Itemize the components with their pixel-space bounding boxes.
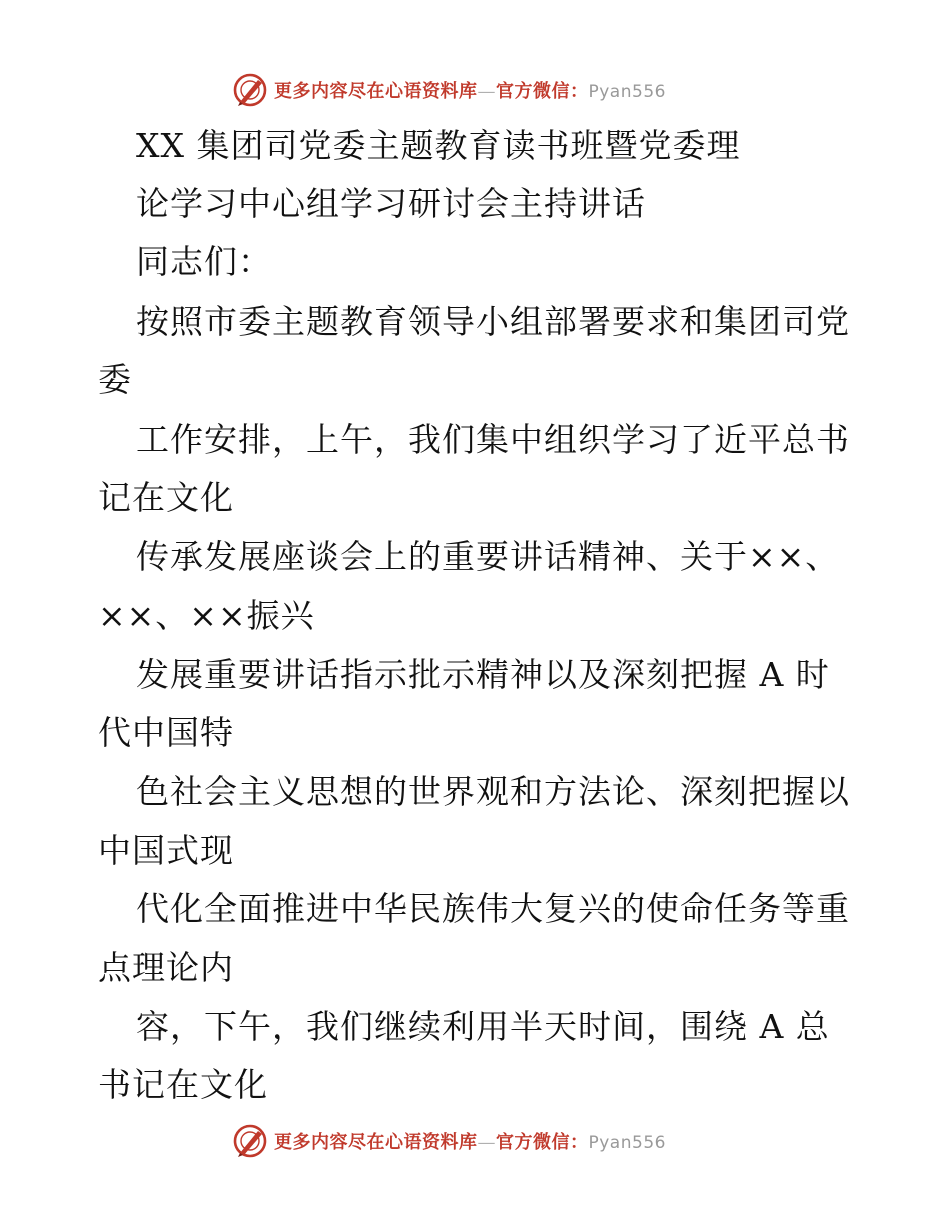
salutation: 同志们：: [136, 242, 272, 281]
body-line: 记在文化: [98, 478, 234, 517]
body-line: 发展重要讲话指示批示精神以及深刻把握 A 时: [136, 655, 830, 694]
body-line: 色社会主义思想的世界观和方法论、深刻把握以: [136, 772, 850, 811]
watermark-wechat-label: 官方微信：: [496, 1132, 589, 1153]
body-line: 中国式现: [98, 831, 234, 870]
watermark-text: [274, 77, 666, 103]
body-line: 委: [98, 360, 132, 399]
body-line: 书记在文化: [98, 1065, 268, 1104]
body-line: 点理论内: [98, 948, 234, 987]
watermark-separator: —: [477, 1132, 496, 1153]
document-title-line-1: XX 集团司党委主题教育读书班暨党委理: [136, 126, 741, 165]
watermark-wechat-label: 官方微信：: [496, 81, 589, 102]
pen-logo-icon: [232, 72, 268, 108]
document-title-line-2: 论学习中心组学习研讨会主持讲话: [136, 184, 646, 223]
pen-logo-icon: [232, 1123, 268, 1159]
body-line: ××、××振兴: [98, 596, 315, 635]
watermark-separator: —: [477, 81, 496, 102]
body-line: 按照市委主题教育领导小组部署要求和集团司党: [136, 302, 850, 341]
body-line: 代化全面推进中华民族伟大复兴的使命任务等重: [136, 889, 850, 928]
footer-watermark: [232, 1121, 666, 1161]
watermark-brand: 更多内容尽在心语资料库: [274, 1132, 478, 1153]
body-line: 容，下午，我们继续利用半天时间，围绕 A 总: [136, 1007, 830, 1046]
watermark-brand: 更多内容尽在心语资料库: [274, 81, 478, 102]
body-line: 传承发展座谈会上的重要讲话精神、关于××、: [136, 537, 840, 576]
watermark-text: [274, 1128, 666, 1154]
body-line: 工作安排，上午，我们集中组织学习了近平总书: [136, 420, 850, 459]
watermark-wechat-id: Pyan556: [588, 1133, 666, 1153]
body-line: 代中国特: [98, 713, 234, 752]
watermark-wechat-id: Pyan556: [588, 82, 666, 102]
header-watermark: [232, 70, 666, 110]
